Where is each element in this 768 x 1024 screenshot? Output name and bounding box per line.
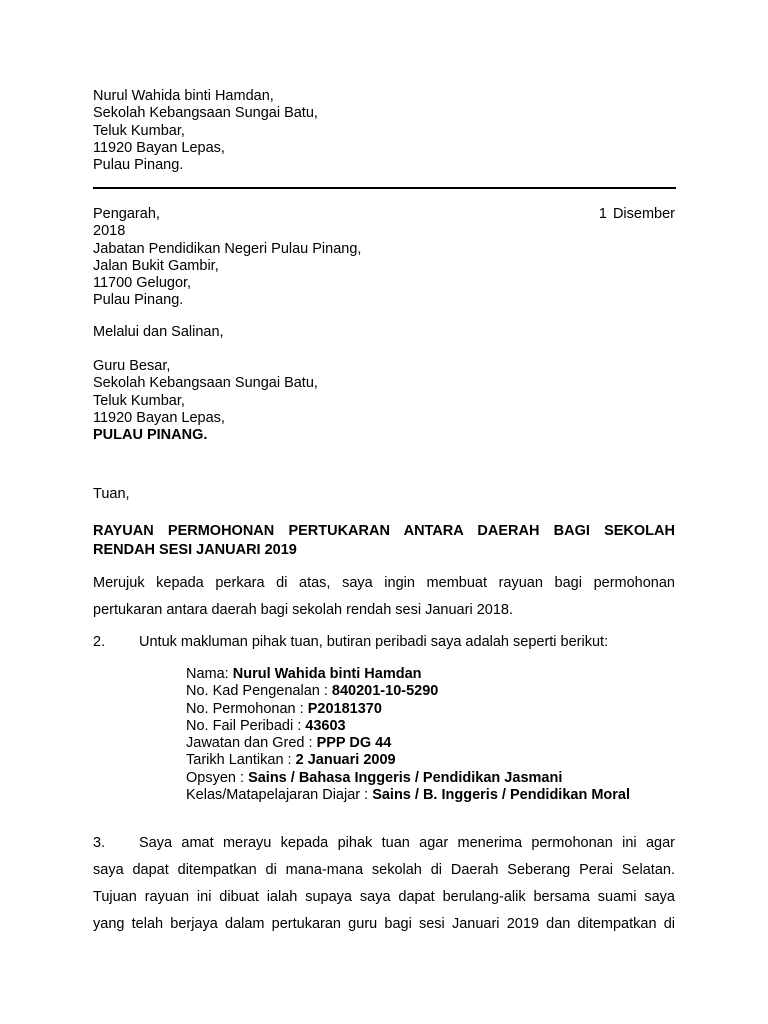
subject-line: RENDAH SESI JANUARI 2019 bbox=[93, 542, 297, 558]
via-address-line: Teluk Kumbar, bbox=[93, 392, 185, 409]
personal-details bbox=[186, 666, 630, 804]
paragraph-3 bbox=[93, 830, 675, 938]
detail-row bbox=[186, 666, 630, 683]
detail-row bbox=[186, 752, 630, 769]
detail-row bbox=[186, 701, 630, 718]
detail-row bbox=[186, 683, 630, 700]
detail-label: No. Fail Peribadi : bbox=[186, 717, 306, 734]
detail-label: No. Kad Pengenalan : bbox=[186, 683, 332, 700]
detail-label: Jawatan dan Gred : bbox=[186, 735, 317, 752]
via-block bbox=[93, 358, 675, 444]
detail-value: 43603 bbox=[305, 717, 346, 734]
detail-value: Sains / B. Inggeris / Pendidikan Moral bbox=[372, 787, 631, 804]
letter-date-year: 2018 bbox=[93, 223, 126, 240]
detail-label: Opsyen : bbox=[186, 769, 249, 786]
paragraph-2 bbox=[93, 629, 675, 656]
paragraph-number: 2. bbox=[93, 634, 106, 650]
detail-value: PPP DG 44 bbox=[316, 735, 392, 752]
paragraph-line: Tujuan rayuan ini dibuat ialah supaya saya dapat berulang-alik bersama suami saya bbox=[93, 889, 675, 905]
sender-name: Nurul Wahida binti Hamdan, bbox=[93, 88, 274, 104]
paragraph-number: 3. bbox=[93, 835, 106, 851]
sender-address-line: Pulau Pinang. bbox=[93, 157, 184, 174]
via-label bbox=[93, 324, 675, 341]
letter-date: 1 Disember bbox=[598, 206, 675, 222]
subject-line: RAYUAN PERMOHONAN PERTUKARAN ANTARA DAERAH BAGI SEKOLAH bbox=[93, 523, 675, 539]
recipient-address-line: Jalan Bukit Gambir, bbox=[93, 257, 219, 274]
sender-address-line: Sekolah Kebangsaan Sungai Batu, bbox=[93, 105, 318, 122]
detail-value: 840201-10-5290 bbox=[331, 683, 439, 700]
detail-value: Nurul Wahida binti Hamdan bbox=[232, 666, 422, 682]
via-state: PULAU PINANG. bbox=[93, 427, 208, 444]
header-divider bbox=[93, 187, 676, 189]
paragraph-line: saya dapat ditempatkan di mana-mana sekolah di Daerah Seberang Perai Selatan. bbox=[93, 862, 675, 878]
via-address-line: 11920 Bayan Lepas, bbox=[93, 409, 225, 426]
via-label-text: Melalui dan Salinan, bbox=[93, 324, 224, 340]
salutation-text: Tuan, bbox=[93, 486, 130, 502]
via-title: Guru Besar, bbox=[93, 358, 171, 374]
sender-address-line: Teluk Kumbar, bbox=[93, 122, 185, 139]
sender-block bbox=[93, 88, 675, 174]
detail-label: Kelas/Matapelajaran Diajar : bbox=[186, 787, 373, 804]
detail-row bbox=[186, 770, 630, 787]
detail-label: Tarikh Lantikan : bbox=[186, 752, 296, 769]
detail-label: Nama: bbox=[186, 666, 233, 682]
recipient-address-line: Jabatan Pendidikan Negeri Pulau Pinang, bbox=[93, 240, 362, 257]
detail-row bbox=[186, 787, 630, 804]
paragraph-line: Untuk makluman pihak tuan, butiran peribadi saya adalah seperti berikut: bbox=[139, 634, 609, 650]
paragraph-1 bbox=[93, 570, 675, 624]
subject-heading bbox=[93, 522, 675, 560]
detail-value: 2 Januari 2009 bbox=[295, 752, 396, 769]
paragraph-line: pertukaran antara daerah bagi sekolah rendah sesi Januari 2018. bbox=[93, 602, 513, 618]
detail-row bbox=[186, 735, 630, 752]
detail-label: No. Permohonan : bbox=[186, 700, 308, 717]
detail-row bbox=[186, 718, 630, 735]
recipient-address-line: 11700 Gelugor, bbox=[93, 275, 192, 292]
recipient-address-line: Pulau Pinang. bbox=[93, 292, 184, 309]
paragraph-line-with-number bbox=[93, 830, 675, 857]
recipient-title: Pengarah, bbox=[93, 206, 160, 222]
sender-address-line: 11920 Bayan Lepas, bbox=[93, 139, 225, 156]
via-address-line: Sekolah Kebangsaan Sungai Batu, bbox=[93, 375, 318, 392]
paragraph-line: Merujuk kepada perkara di atas, saya ingin membuat rayuan bagi permohonan bbox=[93, 575, 675, 591]
paragraph-line: Saya amat merayu kepada pihak tuan agar menerima permohonan ini agar bbox=[139, 835, 675, 851]
detail-value: P20181370 bbox=[307, 700, 382, 717]
salutation bbox=[93, 486, 675, 503]
paragraph-line: yang telah berjaya dalam pertukaran guru bagi sesi Januari 2019 dan ditempatkan di bbox=[93, 916, 675, 932]
recipient-block bbox=[93, 206, 675, 310]
detail-value: Sains / Bahasa Inggeris / Pendidikan Jasmani bbox=[248, 769, 563, 786]
